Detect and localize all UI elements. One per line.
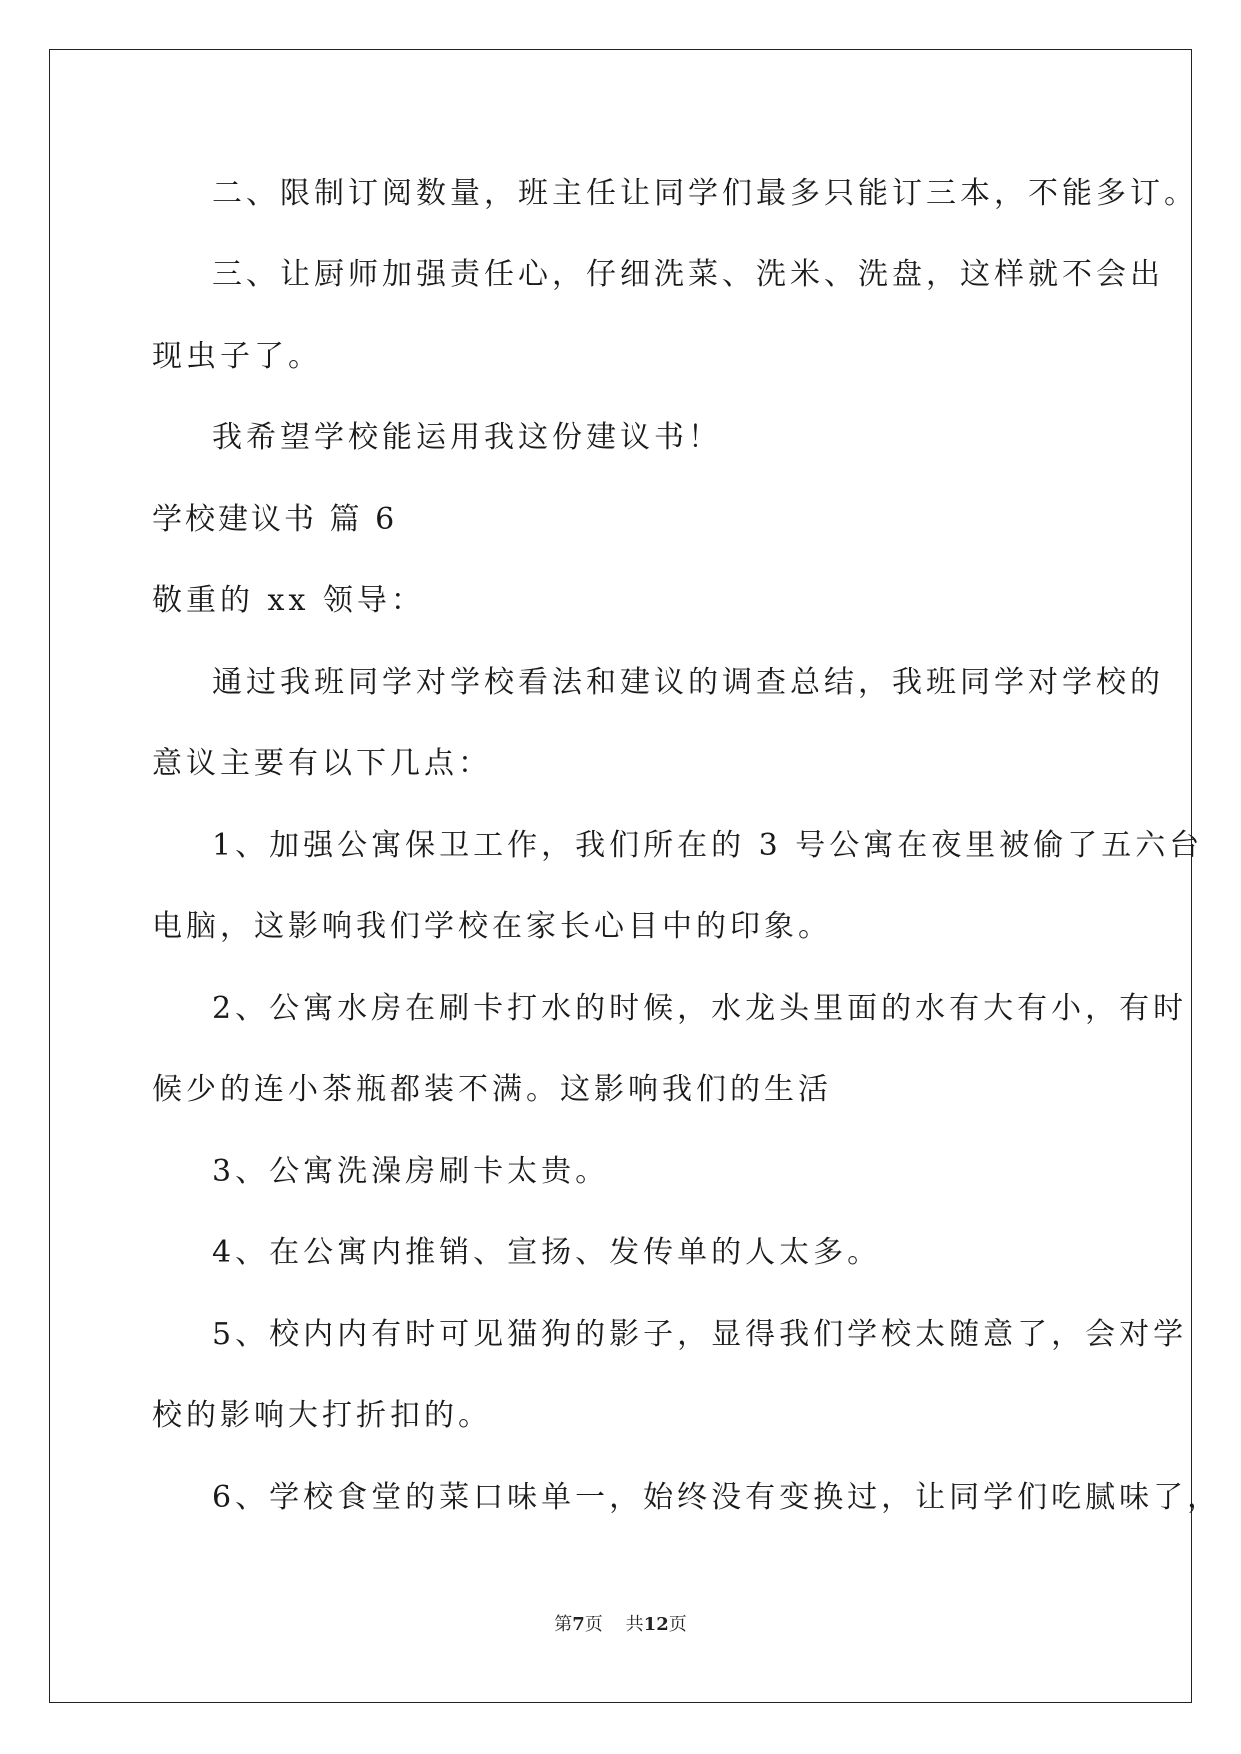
paragraph-line: 通过我班同学对学校看法和建议的调查总结，我班同学对学校的 (212, 665, 1164, 700)
list-item-line: 6、学校食堂的菜口味单一，始终没有变换过，让同学们吃腻味了， (212, 1480, 1222, 1515)
list-item-line: 3、公寓洗澡房刷卡太贵。 (212, 1154, 610, 1189)
list-item-line: 校的影响大打折扣的。 (152, 1398, 492, 1433)
page-suffix: 页 (584, 1614, 603, 1635)
paragraph-line: 现虫子了。 (152, 339, 322, 374)
paragraph-line: 我希望学校能运用我这份建议书！ (212, 420, 722, 455)
list-item-line: 电脑，这影响我们学校在家长心目中的印象。 (152, 909, 832, 944)
page-number: 7 (572, 1614, 585, 1635)
list-item-line: 候少的连小茶瓶都装不满。这影响我们的生活 (152, 1072, 832, 1107)
paragraph-line: 二、限制订阅数量，班主任让同学们最多只能订三本，不能多订。 (212, 176, 1198, 211)
list-item-line: 5、校内内有时可见猫狗的影子，显得我们学校太随意了，会对学 (212, 1317, 1188, 1352)
paragraph-line: 意议主要有以下几点： (152, 746, 492, 781)
salutation: 敬重的 xx 领导： (152, 583, 425, 618)
section-heading: 学校建议书 篇 6 (152, 502, 398, 537)
paragraph-line: 三、让厨师加强责任心，仔细洗菜、洗米、洗盘，这样就不会出 (212, 257, 1164, 292)
page-prefix: 第 (554, 1614, 573, 1635)
page-footer (0, 1613, 1241, 1637)
total-suffix: 页 (668, 1614, 687, 1635)
total-prefix: 共 (625, 1614, 644, 1635)
list-item-line: 1、加强公寓保卫工作，我们所在的 3 号公寓在夜里被偷了五六台 (212, 828, 1204, 863)
page-border (49, 49, 1192, 1703)
list-item-line: 2、公寓水房在刷卡打水的时候，水龙头里面的水有大有小，有时 (212, 991, 1188, 1026)
total-pages: 12 (643, 1614, 669, 1635)
list-item-line: 4、在公寓内推销、宣扬、发传单的人太多。 (212, 1235, 882, 1270)
